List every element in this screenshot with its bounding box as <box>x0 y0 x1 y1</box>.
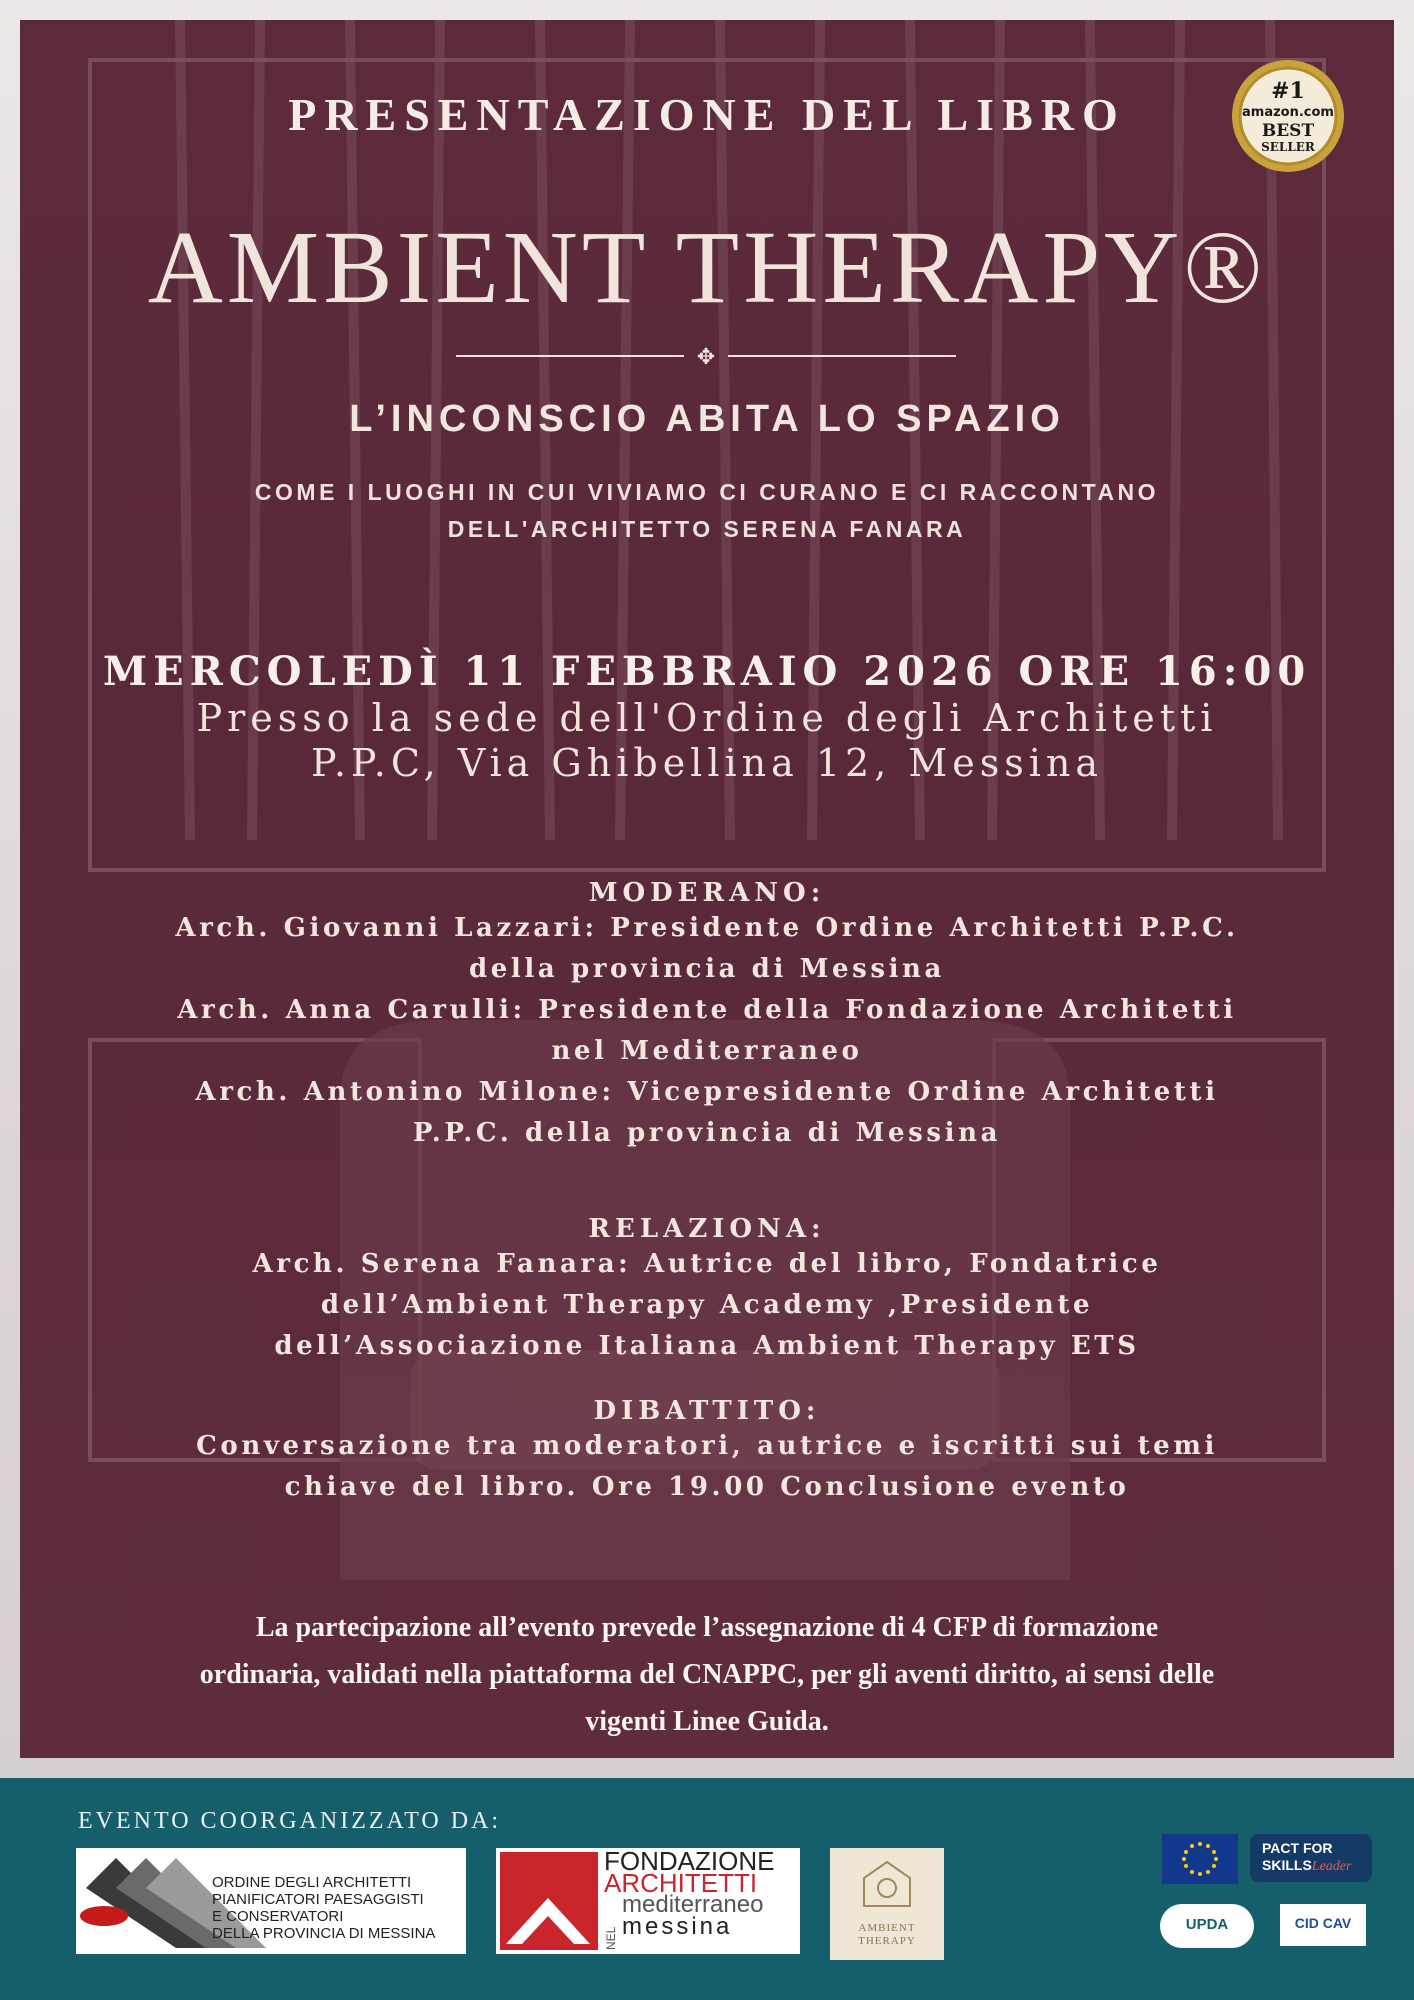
note-line: vigenti Linee Guida. <box>585 1706 829 1737</box>
fondazione-architetti-logo <box>496 1848 800 1954</box>
ornament-divider <box>456 344 956 368</box>
ambient-therapy-logo <box>830 1848 944 1960</box>
event-datetime: MERCOLEDÌ 11 FEBBRAIO 2026 ORE 16:00 <box>102 648 1312 695</box>
event-place <box>0 696 1414 786</box>
badge-line1: BEST <box>1261 121 1315 141</box>
moderano-line: Arch. Anna Carulli: Presidente della Fondazione Architetti <box>177 995 1237 1025</box>
tagline <box>0 474 1414 548</box>
fondazione-l1: FONDAZIONE <box>604 1846 775 1876</box>
fondazione-l4: messina <box>622 1913 733 1940</box>
cid-text: CID CAV <box>1294 1915 1352 1931</box>
eu-flag-logo <box>1162 1834 1238 1884</box>
tagline-line: DELL'ARCHITETTO SERENA FANARA <box>447 516 967 542</box>
ordine-line: DELLA PROVINCIA DI MESSINA <box>212 1925 436 1942</box>
book-title: AMBIENT THERAPY® <box>147 210 1267 325</box>
ordine-architetti-logo <box>76 1848 466 1954</box>
badge-brand: amazon.com <box>1242 105 1334 120</box>
pact-l2: SKILLS <box>1262 1857 1312 1873</box>
ambient-mark-icon <box>830 1848 944 1918</box>
relaziona-section <box>0 1214 1414 1367</box>
relaziona-line: dell’Associazione Italiana Ambient Therapy ETS <box>274 1331 1140 1361</box>
relaziona-line: Arch. Serena Fanara: Autrice del libro, Fondatrice <box>252 1249 1162 1279</box>
dibattito-line: chiave del libro. Ore 19.00 Conclusione evento <box>284 1472 1130 1502</box>
moderano-line: nel Mediterraneo <box>551 1036 863 1066</box>
ordine-line: E CONSERVATORI <box>212 1908 344 1925</box>
place-line: P.P.C, Via Ghibellina 12, Messina <box>310 741 1104 785</box>
kicker: PRESENTAZIONE DEL LIBRO <box>288 89 1126 140</box>
upda-text: UPDA <box>1185 1916 1229 1933</box>
dibattito-line: Conversazione tra moderatori, autrice e iscritti sui temi <box>196 1431 1218 1461</box>
ambient-line: THERAPY <box>858 1935 916 1947</box>
eu-stars-icon <box>1162 1834 1238 1884</box>
badge-line2: SELLER <box>1261 140 1315 154</box>
fondazione-l3: mediterraneo <box>622 1891 764 1918</box>
moderano-heading: MODERANO: <box>588 878 826 908</box>
moderano-section <box>0 878 1414 1154</box>
moderano-line: P.P.C. della provincia di Messina <box>412 1118 1002 1148</box>
ordine-line: ORDINE DEGLI ARCHITETTI <box>212 1874 412 1891</box>
note-line: La partecipazione all’evento prevede l’assegnazione di 4 CFP di formazione <box>255 1612 1159 1643</box>
relaziona-line: dell’Ambient Therapy Academy ,Presidente <box>320 1290 1094 1320</box>
fondazione-side: NEL <box>604 1926 618 1950</box>
svg-text:✥: ✥ <box>696 345 716 368</box>
cfp-note <box>0 1604 1414 1745</box>
fondazione-l2: ARCHITETTI <box>604 1868 758 1898</box>
subtitle: L’INCONSCIO ABITA LO SPAZIO <box>349 398 1065 440</box>
pact-l3: Leader <box>1311 1859 1352 1874</box>
moderano-line: della provincia di Messina <box>468 954 946 984</box>
ordine-line: PIANIFICATORI PAESAGGISTI <box>212 1891 424 1908</box>
place-line: Presso la sede dell'Ordine degli Architetti <box>196 696 1218 740</box>
badge-number: #1 <box>1271 78 1305 104</box>
relaziona-heading: RELAZIONA: <box>588 1214 826 1244</box>
dibattito-section <box>0 1396 1414 1508</box>
moderano-line: Arch. Giovanni Lazzari: Presidente Ordine Architetti P.P.C. <box>175 913 1239 943</box>
pact-l1: PACT FOR <box>1262 1840 1333 1856</box>
coorganized-label: EVENTO COORGANIZZATO DA: <box>78 1808 502 1834</box>
pact-for-skills-logo <box>1250 1834 1372 1882</box>
ambient-line: AMBIENT <box>858 1922 916 1934</box>
upda-logo <box>1160 1904 1254 1948</box>
tagline-line: COME I LUOGHI IN CUI VIVIAMO CI CURANO E CI RACCONTANO <box>254 479 1160 505</box>
note-line: ordinaria, validati nella piattaforma del CNAPPC, per gli aventi diritto, ai sensi delle <box>199 1659 1215 1690</box>
dibattito-heading: DIBATTITO: <box>593 1396 821 1426</box>
cid-cav-logo <box>1280 1904 1366 1946</box>
moderano-line: Arch. Antonino Milone: Vicepresidente Ordine Architetti <box>195 1077 1219 1107</box>
fondazione-mark-icon <box>496 1848 602 1954</box>
